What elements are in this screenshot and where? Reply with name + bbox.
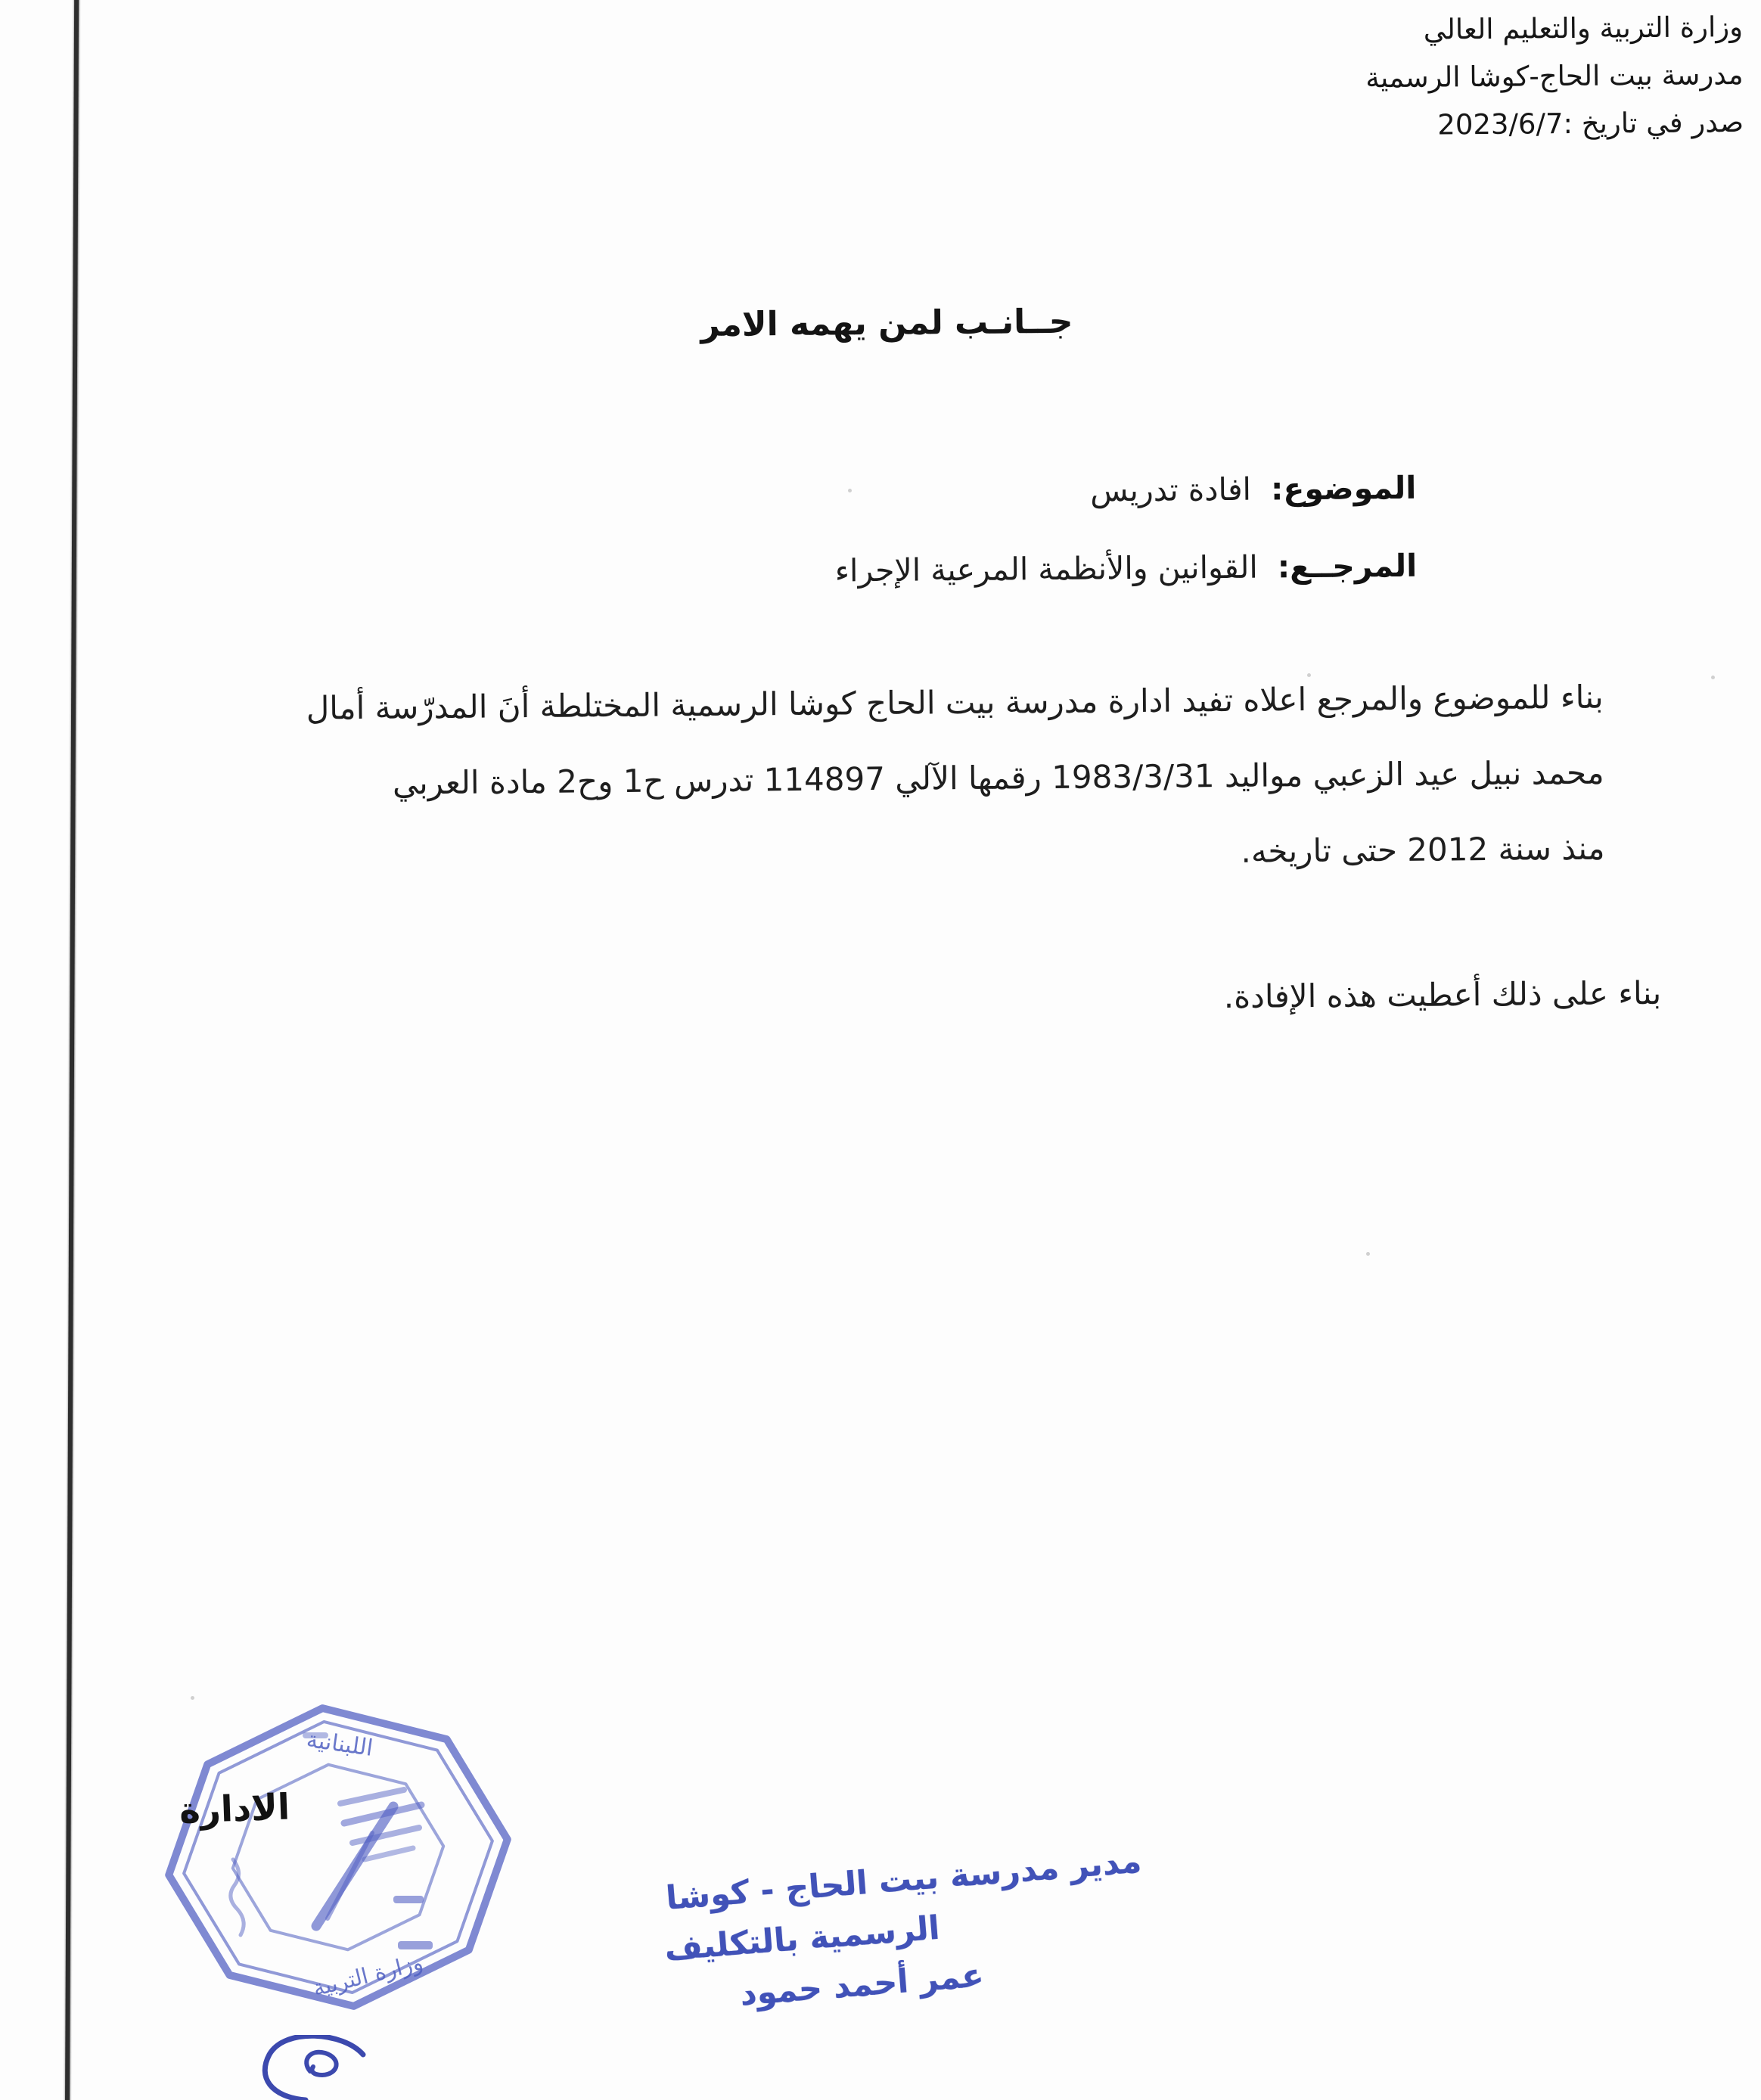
reference-row [834, 527, 1417, 610]
stamp-top-arc-text: اللبنانية [304, 1726, 375, 1762]
noise-dot [1366, 1252, 1370, 1256]
closing-line: بناء على ذلك أعطيت هذه الإفادة. [1223, 974, 1662, 1016]
reference-label: المرجــع: [1277, 547, 1418, 586]
signature-scribble [241, 2035, 373, 2100]
subject-reference-block [834, 449, 1417, 610]
subject-value: افادة تدريس [1090, 471, 1252, 509]
noise-dot [1711, 676, 1715, 679]
subject-label: الموضوع: [1270, 469, 1417, 508]
noise-dot [848, 489, 852, 492]
body-paragraph [203, 660, 1605, 899]
school-line: مدرسة بيت الحاج-كوشا الرسمية [1365, 58, 1744, 95]
signature-line: الرسمية بالتكليف [663, 1909, 942, 1969]
ministry-line: وزارة التربية والتعليم العالي [1423, 11, 1744, 46]
signature-line: عمر أحمد حمود [738, 1956, 986, 2014]
body-line: منذ سنة 2012 حتى تاريخه. [1241, 829, 1605, 870]
noise-dot [1307, 673, 1311, 677]
spiral-signature-icon [241, 2035, 373, 2100]
letter-title: جــانـب لمن يهمه الامر [700, 302, 1073, 345]
signature-line: مدير مدرسة بيت الحاج - كوشا [664, 1842, 1143, 1918]
body-line: بناء للموضوع والمرجع اعلاه تفيد ادارة مدرسة بيت الحاج كوشا الرسمية المختلطة أنَ المدرّسة أمال [306, 678, 1604, 727]
issue-date-line: صدر في تاريخ :2023/6/7 [1437, 105, 1744, 141]
stamp-bottom-arc-text: وزارة التربية [310, 1949, 426, 2002]
noise-dot [191, 1696, 194, 1700]
reference-value: القوانين والأنظمة المرعية الإجراء [834, 548, 1259, 589]
subject-row [834, 449, 1416, 533]
body-line: محمد نبيل عيد الزعبي مواليد 1983/3/31 رقمها الآلي 114897 تدرس ح1 وح2 مادة العربي [392, 753, 1604, 802]
letterhead [1365, 3, 1744, 149]
admin-overlay-text: الادارة [179, 1786, 291, 1832]
